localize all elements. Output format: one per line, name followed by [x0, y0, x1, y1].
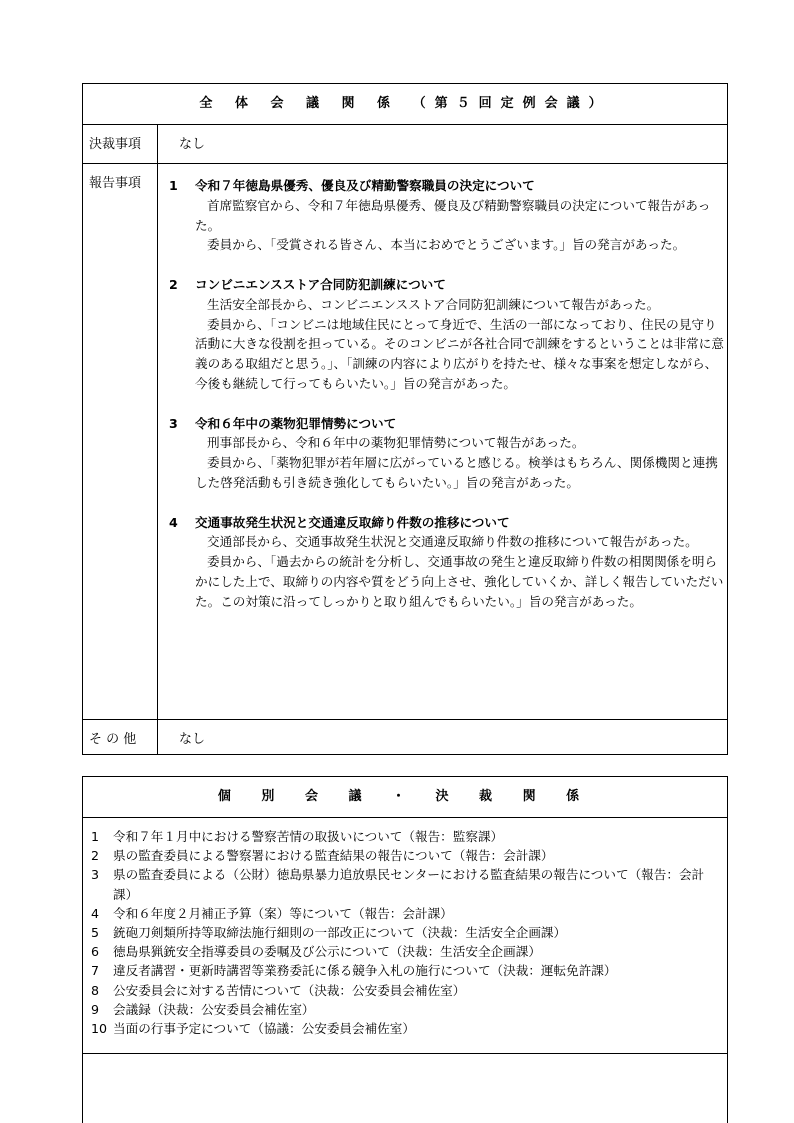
other-row: [83, 719, 727, 754]
decision-value: なし: [179, 137, 206, 152]
report-row: [83, 163, 727, 720]
list-item-text: 令和７年１月中における警察苦情の取扱いについて（報告：監察課）: [113, 829, 504, 844]
individual-meeting-table: [82, 776, 728, 1123]
list-item-text: 当面の行事予定について（協議：公安委員会補佐室）: [113, 1021, 415, 1037]
list-item: [91, 827, 717, 846]
report-item-paragraph: 委員から、「過去からの統計を分析し、交通事故の発生と違反取締り件数の相関関係を明らかにした上で、取締りの内容や質をどう向上させ、強化していくか、詳しく報告していただいた。この対策に沿ってしっかりと取り組んでもらいたい。」旨の発言があった。: [195, 554, 724, 609]
report-item-paragraph: 委員から、「コンビニは地域住民にとって身近で、生活の一部になっており、住民の見守り活動に大きな役割を担っている。そのコンビニが各社合同で訓練をするということは非常に意義のある取組だと思う。」、「訓練の内容により広がりを持たせ、様々な事案を想定しながら、今後も継続して行ってもらいたい。」旨の発言があった。: [195, 316, 724, 391]
list-item-number: 8: [91, 982, 100, 998]
list-item-number: 3: [91, 867, 100, 883]
individual-meeting-title: 個 別 会 議 ・ 決 裁 関 係: [83, 777, 727, 818]
list-item-number: 5: [91, 925, 100, 941]
list-item: [91, 961, 717, 980]
other-label: そ の 他: [89, 732, 137, 747]
report-item: [169, 176, 729, 255]
list-item-text: 令和６年度２月補正予算（案）等について（報告：会計課）: [113, 905, 453, 921]
report-item-paragraph: 首席監察官から、令和７年徳島県優秀、優良及び精勤警察職員の決定について報告があった。: [195, 197, 711, 233]
decision-label: 決裁事項: [89, 137, 142, 152]
report-list: [169, 176, 729, 631]
list-item-text: 県の監査委員による警察署における監査結果の報告について（報告：会計課）: [113, 848, 554, 864]
list-item: [91, 904, 717, 923]
overall-meeting-table: [82, 83, 728, 755]
report-item: [169, 414, 729, 493]
other-value: なし: [179, 732, 206, 747]
report-item-number: 3: [169, 415, 178, 431]
report-item-paragraph: 委員から、「受賞される皆さん、本当におめでとうございます。」旨の発言があった。: [207, 237, 686, 253]
report-item-number: 2: [169, 276, 178, 292]
list-item-number: 6: [91, 944, 100, 960]
report-item-paragraph: 委員から、「薬物犯罪が若年層に広がっていると感じる。検挙はもちろん、関係機関と連携した啓発活動も引き続き強化してもらいたい。」旨の発言があった。: [195, 455, 718, 490]
individual-item-list: [91, 827, 717, 1038]
list-item-number: 1: [91, 829, 100, 844]
list-item: [91, 981, 717, 1000]
decision-row: [83, 124, 727, 164]
report-item-heading: コンビニエンスストア合同防犯訓練について: [195, 276, 446, 292]
table-divider: [83, 1053, 727, 1054]
overall-meeting-title: 全 体 会 議 関 係 （第５回定例会議）: [83, 84, 727, 125]
list-item: [91, 923, 717, 942]
list-item-text: 公安委員会に対する苦情について（決裁：公安委員会補佐室）: [113, 982, 466, 998]
list-item-text: 会議録（決裁：公安委員会補佐室）: [113, 1001, 315, 1017]
list-item-number: 2: [91, 848, 100, 864]
list-item: [91, 865, 717, 903]
report-item-paragraph: 交通部長から、交通事故発生状況と交通違反取締り件数の推移について報告があった。: [207, 534, 698, 550]
list-item-text: 違反者講習・更新時講習等業務委託に係る競争入札の施行について（決裁：運転免許課）: [113, 963, 617, 979]
list-item-text: 徳島県猟銃安全指導委員の委嘱及び公示について（決裁：生活安全企画課）: [113, 944, 541, 960]
report-item-number: 1: [169, 178, 178, 193]
report-item-heading: 交通事故発生状況と交通違反取締り件数の推移について: [195, 514, 510, 530]
report-label: 報告事項: [89, 176, 142, 191]
list-item-number: 9: [91, 1001, 100, 1017]
list-item: [91, 942, 717, 961]
list-item-number: 10: [91, 1021, 108, 1037]
list-item: [91, 1000, 717, 1019]
list-item: [91, 846, 717, 865]
list-item-number: 4: [91, 905, 100, 921]
report-item-paragraph: 刑事部長から、令和６年中の薬物犯罪情勢について報告があった。: [207, 435, 585, 451]
report-item: [169, 275, 729, 394]
report-item-heading: 令和６年中の薬物犯罪情勢について: [195, 415, 397, 431]
list-item: [91, 1019, 717, 1038]
list-item-text: 銃砲刀剣類所持等取締法施行細則の一部改正について（決裁：生活安全企画課）: [113, 925, 567, 941]
report-item-paragraph: 生活安全部長から、コンビニエンスストア合同防犯訓練について報告があった。: [207, 296, 660, 312]
report-item-number: 4: [169, 514, 178, 530]
list-item-number: 7: [91, 963, 100, 979]
report-item-heading: 令和７年徳島県優秀、優良及び精勤警察職員の決定について: [195, 178, 535, 193]
list-item-text: 県の監査委員による（公財）徳島県暴力追放県民センターにおける監査結果の報告について（報告：会計課）: [113, 867, 705, 902]
report-item: [169, 513, 729, 612]
